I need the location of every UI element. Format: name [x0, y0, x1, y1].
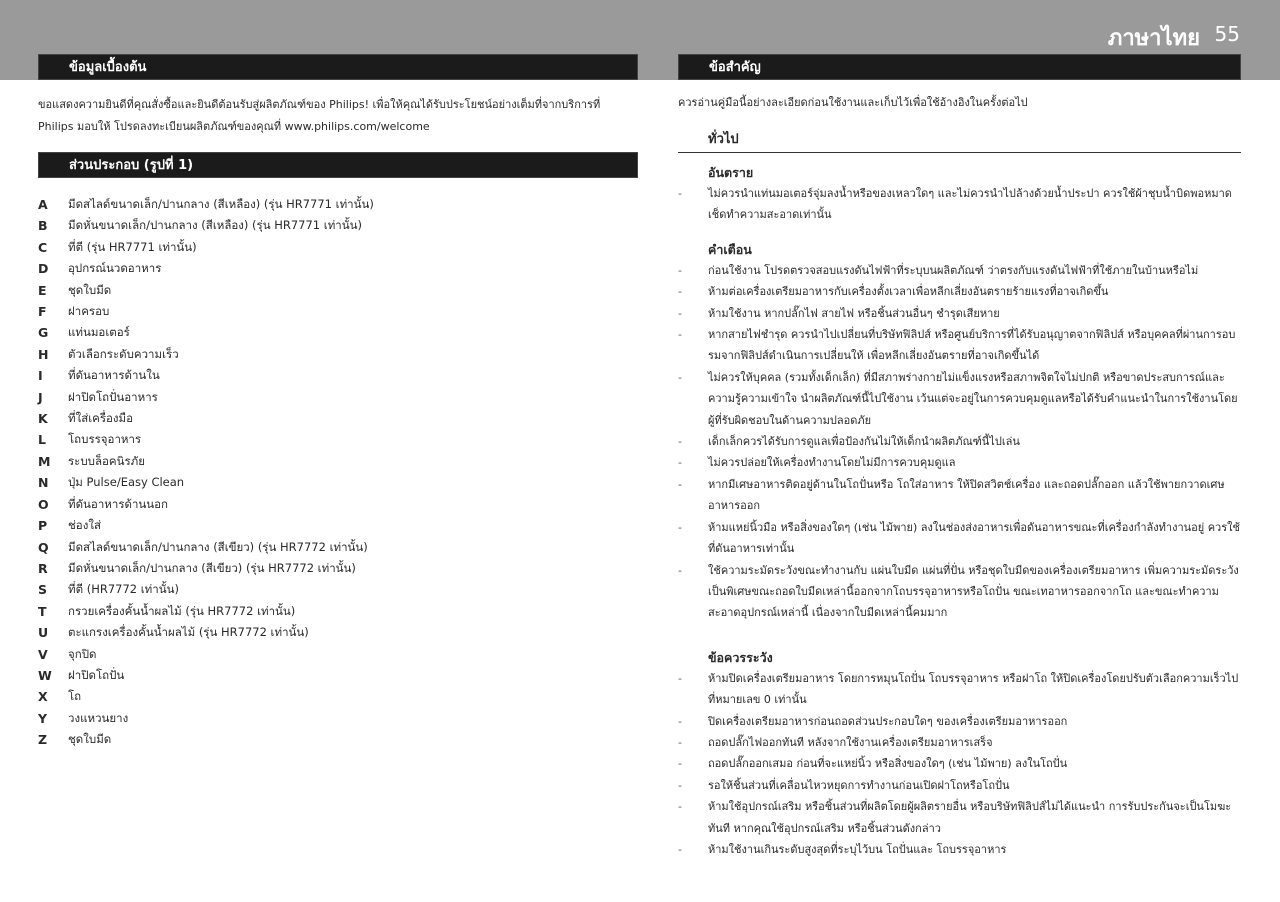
- warning-item-text: ไม่ควรให้บุคคล (รวมทั้งเด็กเล็ก) ที่มีสภาพร่างกายไม่แข็งแรงหรือสภาพจิตใจไม่ปกติ หรือขาดประสบการณ์และความรู้ความเข้าใจ นำผลิตภัณฑ์นี้ไปใช้งาน เว้นแต่จะอยู่ในการควบคุมดูแลหรือได้รับคำแนะนำในการใช้งานโดยผู้ที่รับผิดชอบในด้านความปลอดภัย: [708, 370, 1238, 427]
- part-item: [38, 686, 638, 707]
- bullet-dash: -: [678, 520, 682, 534]
- bullet-dash: -: [678, 456, 682, 470]
- danger-item-text: ไม่ควรนำแท่นมอเตอร์จุ่มลงน้ำหรือของเหลวใดๆ และไม่ควรนำไปล้างด้วยน้ำประปา ควรใช้ผ้าชุบน้ำบิดพอหมาดเช็ดทำความสะอาดเท่านั้น: [708, 187, 1232, 222]
- part-item: [38, 280, 638, 301]
- part-letter: N: [38, 475, 49, 491]
- part-item: [38, 601, 638, 622]
- part-item: [38, 708, 638, 729]
- part-item: [38, 194, 638, 215]
- bullet-dash: -: [678, 842, 682, 856]
- bullet-dash: -: [678, 757, 682, 771]
- part-description: ตะแกรงเครื่องคั้นน้ำผลไม้ (รุ่น HR7772 เท่านั้น): [68, 625, 309, 640]
- part-item: [38, 429, 638, 450]
- part-letter: M: [38, 453, 51, 469]
- warning-item-text: หากมีเศษอาหารติดอยู่ด้านในโถปั่นหรือ โถใส่อาหาร ให้ปิดสวิตช์เครื่อง และถอดปลั๊กออก แล้วใช้พายกวาดเศษอาหารออก: [708, 477, 1225, 513]
- part-letter: S: [38, 582, 48, 598]
- part-item: [38, 365, 638, 386]
- part-description: แท่นมอเตอร์: [68, 325, 130, 340]
- part-description: ฝาปิดโถปั่น: [68, 667, 125, 682]
- part-description: มีดสไลด์ขนาดเล็ก/ปานกลาง (สีเหลือง) (รุ่น HR7771 เท่านั้น): [68, 197, 374, 211]
- part-item: [38, 301, 638, 322]
- part-description: ฝาปิดโถปั่นอาหาร: [68, 389, 158, 404]
- bullet-dash: -: [678, 671, 682, 685]
- caution-item-text: รอให้ชิ้นส่วนที่เคลื่อนไหวหยุดการทำงานก่อนเปิดฝาโถหรือโถปั่น: [708, 778, 1010, 792]
- bullet-dash: -: [678, 285, 682, 299]
- warning-item-text: ห้ามแหย่นิ้วมือ หรือสิ่งของใดๆ (เช่น ไม้พาย) ลงในช่องส่งอาหารเพื่อดันอาหารขณะที่เครื่องกำลังทำงานอยู่ ควรใช้ที่ดันอาหารเท่านั้น: [708, 520, 1240, 556]
- part-description: ตัวเลือกระดับความเร็ว: [68, 346, 179, 361]
- part-letter: L: [38, 432, 46, 448]
- caution-item: [678, 711, 1241, 732]
- important-section-title: ข้อสำคัญ: [678, 54, 1241, 80]
- part-letter: B: [38, 218, 48, 234]
- warning-item: [678, 431, 1241, 452]
- part-letter: I: [38, 368, 43, 384]
- part-description: โถบรรจุอาหาร: [68, 432, 142, 447]
- part-description: อุปกรณ์นวดอาหาร: [68, 261, 162, 276]
- warning-item-text: ก่อนใช้งาน โปรดตรวจสอบแรงดันไฟฟ้าที่ระบุบนผลิตภัณฑ์ ว่าตรงกับแรงดันไฟฟ้าที่ใช้ภายในบ้านหรือไม่: [708, 263, 1199, 277]
- part-description: ระบบล็อคนิรภัย: [68, 453, 145, 468]
- caution-list: [678, 668, 1241, 861]
- part-description: ปุ่ม Pulse/Easy Clean: [68, 475, 185, 490]
- caution-item: [678, 668, 1241, 711]
- caution-item-text: ห้ามปิดเครื่องเตรียมอาหาร โดยการหมุนโถปั่น โถบรรจุอาหาร หรือฝาโถ ให้ปิดเครื่องโดยปรับตัวเลือกความเร็วไปที่หมายเลข 0 เท่านั้น: [708, 671, 1239, 707]
- part-description: ที่ดันอาหารด้านนอก: [68, 496, 169, 511]
- part-description: จุกปิด: [68, 646, 97, 661]
- part-letter: H: [38, 346, 49, 362]
- part-letter: P: [38, 518, 48, 534]
- warning-item-text: ไม่ควรปล่อยให้เครื่องทำงานโดยไม่มีการควบคุมดูแล: [708, 456, 956, 470]
- warning-item: [678, 560, 1241, 624]
- part-letter: V: [38, 646, 48, 662]
- part-item: [38, 258, 638, 279]
- bullet-dash: -: [678, 435, 682, 449]
- header-language: ภาษาไทย: [1107, 25, 1200, 51]
- part-letter: F: [38, 304, 47, 320]
- bullet-dash: -: [678, 477, 682, 491]
- parts-section-title: ส่วนประกอบ (รูปที่ 1): [38, 152, 638, 178]
- warning-item: [678, 367, 1241, 431]
- warning-item: [678, 281, 1241, 302]
- caution-item: [678, 732, 1241, 753]
- intro-section-title: ข้อมูลเบื้องต้น: [38, 54, 638, 80]
- warning-item: [678, 452, 1241, 473]
- warning-item: [678, 517, 1241, 560]
- part-letter: Z: [38, 732, 48, 748]
- danger-list: [678, 183, 1241, 226]
- part-item: [38, 451, 638, 472]
- important-intro: ควรอ่านคู่มือนี้อย่างละเอียดก่อนใช้งานและเก็บไว้เพื่อใช้อ้างอิงในครั้งต่อไป: [678, 96, 1028, 109]
- right-column: [678, 54, 1241, 860]
- part-letter: W: [38, 667, 52, 683]
- bullet-dash: -: [678, 778, 682, 792]
- part-letter: G: [38, 325, 49, 341]
- part-description: โถ: [68, 689, 82, 704]
- part-letter: A: [38, 197, 48, 212]
- part-item: [38, 472, 638, 493]
- part-description: วงแหวนยาง: [68, 710, 129, 725]
- warning-item-text: ใช้ความระมัดระวังขณะทำงานกับ แผ่นใบมีด แผ่นที่ปั่น หรือชุดใบมีดของเครื่องเตรียมอาหาร เพิ่มความระมัดระวังเป็นพิเศษขณะถอดใบมีดเหล่านี้ออกจากโถบรรจุอาหารหรือโถปั่น ขณะเทอาหารออกจากโถ และขณะทำความสะอาดอุปกรณ์เหล่านี้ เนื่องจากใบมีดเหล่านี้คมมาก: [708, 563, 1239, 620]
- part-letter: X: [38, 689, 48, 705]
- part-letter: Q: [38, 539, 49, 555]
- part-description: ที่ใส่เครื่องมือ: [68, 411, 134, 426]
- part-letter: D: [38, 261, 49, 277]
- bullet-dash: -: [678, 187, 682, 200]
- part-item: [38, 494, 638, 515]
- bullet-dash: -: [678, 263, 682, 277]
- caution-item-text: ห้ามใช้งานเกินระดับสูงสุดที่ระบุไว้บน โถปั่นและ โถบรรจุอาหาร: [708, 842, 1007, 856]
- caution-item: [678, 839, 1241, 860]
- caution-item: [678, 775, 1241, 796]
- bullet-dash: -: [678, 370, 682, 384]
- part-letter: C: [38, 239, 48, 255]
- part-description: มีดหั่นขนาดเล็ก/ปานกลาง (สีเหลือง) (รุ่น HR7771 เท่านั้น): [68, 218, 362, 233]
- part-item: [38, 644, 638, 665]
- warning-item: [678, 303, 1241, 324]
- parts-list: [38, 194, 638, 751]
- bullet-dash: -: [678, 563, 682, 577]
- part-letter: T: [38, 603, 47, 619]
- part-description: มีดสไลด์ขนาดเล็ก/ปานกลาง (สีเขียว) (รุ่น HR7772 เท่านั้น): [68, 539, 368, 554]
- part-description: ช่องใส่: [68, 518, 101, 533]
- part-letter: Y: [38, 710, 48, 726]
- warning-item-text: ห้ามต่อเครื่องเตรียมอาหารกับเครื่องตั้งเวลาเพื่อหลีกเลี่ยงอันตรายร้ายแรงที่อาจเกิดขึ้น: [708, 285, 1109, 299]
- part-letter: K: [38, 411, 48, 427]
- part-letter: J: [38, 389, 43, 405]
- caution-item-text: ห้ามใช้อุปกรณ์เสริม หรือชิ้นส่วนที่ผลิตโดยผู้ผลิตรายอื่น หรือบริษัทฟิลิปส์ไม่ได้แนะนำ การรับประกันจะเป็นโมฆะทันที หากคุณใช้อุปกรณ์เสริม หรือชิ้นส่วนดังกล่าว: [708, 800, 1232, 835]
- part-description: ที่ตี (HR7772 เท่านั้น): [68, 582, 179, 597]
- part-letter: E: [38, 282, 47, 298]
- part-description: ที่ตี (รุ่น HR7771 เท่านั้น): [68, 239, 197, 254]
- warning-item: [678, 260, 1241, 281]
- danger-heading: อันตราย: [708, 165, 754, 180]
- warning-list: [678, 260, 1241, 624]
- bullet-dash: -: [678, 306, 682, 320]
- warning-heading: คำเตือน: [708, 241, 752, 257]
- left-column: [38, 54, 638, 751]
- part-item: [38, 387, 638, 408]
- page-number: 55: [1214, 22, 1240, 46]
- part-letter: R: [38, 560, 48, 576]
- general-heading: ทั่วไป: [678, 128, 1241, 153]
- bullet-dash: -: [678, 800, 682, 814]
- caution-item: [678, 796, 1241, 839]
- caution-item: [678, 753, 1241, 774]
- part-description: ชุดใบมีด: [68, 732, 112, 747]
- intro-paragraph: ขอแสดงความยินดีที่คุณสั่งซื้อและยินดีต้อนรับสู่ผลิตภัณฑ์ของ Philips! เพื่อให้คุณได้รับประโยชน์อย่างเต็มที่จากบริการที่ Philips มอบให้ โปรดลงทะเบียนผลิตภัณฑ์ของคุณที่ www.philips.com/welcome: [38, 98, 601, 133]
- part-item: [38, 537, 638, 558]
- part-description: ที่ดันอาหารด้านใน: [68, 368, 160, 383]
- part-item: [38, 622, 638, 643]
- caution-heading: ข้อควรระวัง: [708, 649, 773, 665]
- part-description: ชุดใบมีด: [68, 282, 112, 297]
- bullet-dash: -: [678, 328, 682, 342]
- part-item: [38, 408, 638, 429]
- part-item: [38, 729, 638, 750]
- part-letter: U: [38, 625, 49, 641]
- caution-item-text: ปิดเครื่องเตรียมอาหารก่อนถอดส่วนประกอบใดๆ ของเครื่องเตรียมอาหารออก: [708, 714, 1068, 728]
- part-item: [38, 665, 638, 686]
- part-item: [38, 344, 638, 365]
- warning-item: [678, 324, 1241, 367]
- danger-item: [678, 183, 1241, 226]
- part-description: มีดหั่นขนาดเล็ก/ปานกลาง (สีเขียว) (รุ่น HR7772 เท่านั้น): [68, 560, 356, 575]
- bullet-dash: -: [678, 735, 682, 749]
- part-item: [38, 558, 638, 579]
- part-description: ฝาครอบ: [68, 304, 110, 319]
- part-item: [38, 579, 638, 600]
- warning-item-text: หากสายไฟชำรุด ควรนำไปเปลี่ยนที่บริษัทฟิลิปส์ หรือศูนย์บริการที่ได้รับอนุญาตจากฟิลิปส์ หรือบุคคลที่ผ่านการอบรมจากฟิลิปส์ดำเนินการเปลี่ยนให้ เพื่อหลีกเลี่ยงอันตรายที่อาจเกิดขึ้นได้: [708, 328, 1236, 363]
- part-item: [38, 237, 638, 258]
- part-letter: O: [38, 496, 49, 512]
- warning-item: [678, 474, 1241, 517]
- part-item: [38, 215, 638, 236]
- part-item: [38, 322, 638, 343]
- part-description: กรวยเครื่องคั้นน้ำผลไม้ (รุ่น HR7772 เท่านั้น): [68, 603, 296, 618]
- warning-item-text: เด็กเล็กควรได้รับการดูแลเพื่อป้องกันไม่ให้เด็กนำผลิตภัณฑ์นี้ไปเล่น: [708, 435, 1020, 449]
- warning-item-text: ห้ามใช้งาน หากปลั๊กไฟ สายไฟ หรือชิ้นส่วนอื่นๆ ชำรุดเสียหาย: [708, 306, 1000, 320]
- bullet-dash: -: [678, 714, 682, 728]
- caution-item-text: ถอดปลั๊กออกเสมอ ก่อนที่จะแหย่นิ้ว หรือสิ่งของใดๆ (เช่น ไม้พาย) ลงในโถปั่น: [708, 757, 1068, 771]
- part-item: [38, 515, 638, 536]
- caution-item-text: ถอดปลั๊กไฟออกทันที หลังจากใช้งานเครื่องเตรียมอาหารเสร็จ: [708, 735, 993, 749]
